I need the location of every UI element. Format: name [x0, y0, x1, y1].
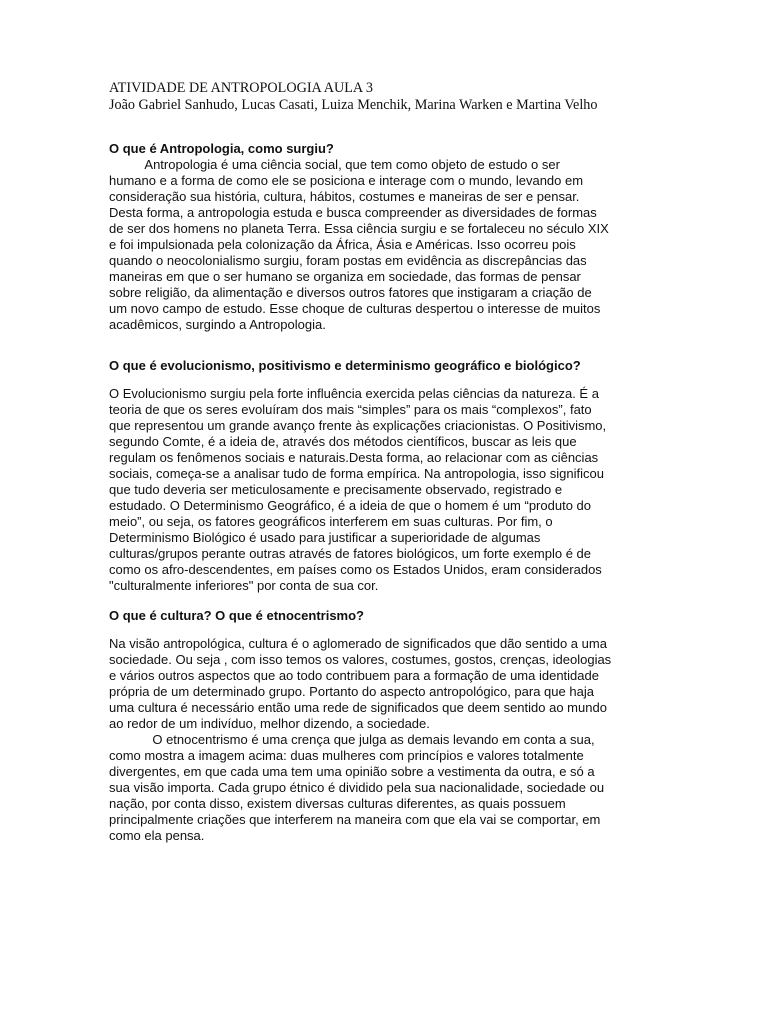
- paragraph-line: O etnocentrismo é uma crença que julga as demais levando em conta a sua,: [109, 732, 595, 747]
- paragraph-line: principalmente criações que interferem na maneira com que ela vai se comportar, em: [109, 812, 601, 827]
- paragraph-line: como mostra a imagem acima: duas mulheres com princípios e valores totalmente: [109, 748, 584, 763]
- paragraph-line: sociedade. Ou seja , com isso temos os valores, costumes, gostos, crenças, ideologias: [109, 652, 612, 667]
- paragraph-line: sociais, começa-se a analisar tudo de forma empírica. Na antropologia, isso significou: [109, 466, 604, 481]
- paragraph-line: uma cultura é necessário então uma rede de significados que deem sentido ao mundo: [109, 700, 607, 715]
- section-question: O que é evolucionismo, positivismo e determinismo geográfico e biológico?: [109, 358, 581, 373]
- document-authors: João Gabriel Sanhudo, Lucas Casati, Luiza Menchik, Marina Warken e Martina Velho: [109, 97, 598, 113]
- paragraph-line: acadêmicos, surgindo a Antropologia.: [109, 317, 326, 332]
- paragraph-line: quando o neocolonialismo surgiu, foram postas em evidência as discrepâncias das: [109, 253, 587, 268]
- paragraph-line: meio”, ou seja, os fatores geográficos interferem em suas culturas. Por fim, o: [109, 514, 553, 529]
- section-paragraph: [109, 636, 669, 844]
- paragraph-line: Antropologia é uma ciência social, que tem como objeto de estudo o ser: [109, 157, 560, 172]
- section-evolucionismo: [109, 358, 669, 594]
- paragraph-line: Desta forma, a antropologia estuda e busca compreender as diversidades de formas: [109, 205, 597, 220]
- paragraph-line: própria de um determinado grupo. Portanto do aspecto antropológico, para que haja: [109, 684, 594, 699]
- paragraph-line: maneiras em que o ser humano se organiza em sociedade, das formas de pensar: [109, 269, 581, 284]
- paragraph-line: culturas/grupos perante outras através de fatores biológicos, um forte exemplo é de: [109, 546, 591, 561]
- paragraph-line: sua visão importa. Cada grupo étnico é dividido pela sua nacionalidade, sociedade ou: [109, 780, 605, 795]
- paragraph-line: estudado. O Determinismo Geográfico, é a ideia de que o homem é um “produto do: [109, 498, 591, 513]
- paragraph-line: consideração sua história, cultura, hábitos, costumes e maneiras de ser e pensar.: [109, 189, 580, 204]
- paragraph-line: humano e a forma de como ele se posiciona e interage com o mundo, levando em: [109, 173, 584, 188]
- paragraph-line: um novo campo de estudo. Esse choque de culturas despertou o interesse de muitos: [109, 301, 601, 316]
- paragraph-line: que tudo deveria ser meticulosamente e precisamente observado, registrado e: [109, 482, 563, 497]
- paragraph-line: e foi impulsionada pela colonização da África, Ásia e Américas. Isso ocorreu pois: [109, 237, 576, 252]
- section-paragraph: [109, 386, 669, 594]
- paragraph-line: sobre religião, da alimentação e diversos outros fatores que instigaram a criação de: [109, 285, 592, 300]
- document-title: ATIVIDADE DE ANTROPOLOGIA AULA 3: [109, 80, 374, 96]
- paragraph-line: Determinismo Biológico é usado para justificar a superioridade de algumas: [109, 530, 541, 545]
- paragraph-line: nação, por conta disso, existem diversas culturas diferentes, as quais possuem: [109, 796, 566, 811]
- section-paragraph: [109, 157, 669, 333]
- section-cultura: [109, 608, 669, 844]
- paragraph-line: e vários outros aspectos que ao todo contribuem para a formação de uma identidade: [109, 668, 599, 683]
- paragraph-line: de ser dos homens no planeta Terra. Essa ciência surgiu e se fortaleceu no século XIX: [109, 221, 609, 236]
- paragraph-line: Na visão antropológica, cultura é o aglomerado de significados que dão sentido a uma: [109, 636, 607, 651]
- paragraph-line: O Evolucionismo surgiu pela forte influência exercida pelas ciências da natureza. É a: [109, 386, 599, 401]
- paragraph-line: como os afro-descendentes, em países como os Estados Unidos, eram considerados: [109, 562, 602, 577]
- section-question: O que é Antropologia, como surgiu?: [109, 141, 334, 156]
- paragraph-line: ao redor de um indivíduo, melhor dizendo, a sociedade.: [109, 716, 430, 731]
- document-page: [109, 80, 669, 844]
- paragraph-line: divergentes, em que cada uma tem uma opinião sobre a vestimenta da outra, e só a: [109, 764, 595, 779]
- paragraph-line: segundo Comte, é a ideia de, através dos métodos científicos, buscar as leis que: [109, 434, 577, 449]
- paragraph-line: regulam os fenômenos sociais e naturais.Desta forma, ao relacionar com as ciências: [109, 450, 599, 465]
- paragraph-line: teoria de que os seres evoluíram dos mais “simples” para os mais “complexos”, fato: [109, 402, 592, 417]
- paragraph-line: que representou um grande avanço frente às explicações criacionistas. O Positivismo,: [109, 418, 607, 433]
- section-question: O que é cultura? O que é etnocentrismo?: [109, 608, 364, 623]
- paragraph-line: "culturalmente inferiores" por conta de sua cor.: [109, 578, 379, 593]
- section-antropologia: [109, 141, 669, 333]
- paragraph-line: como ela pensa.: [109, 828, 205, 843]
